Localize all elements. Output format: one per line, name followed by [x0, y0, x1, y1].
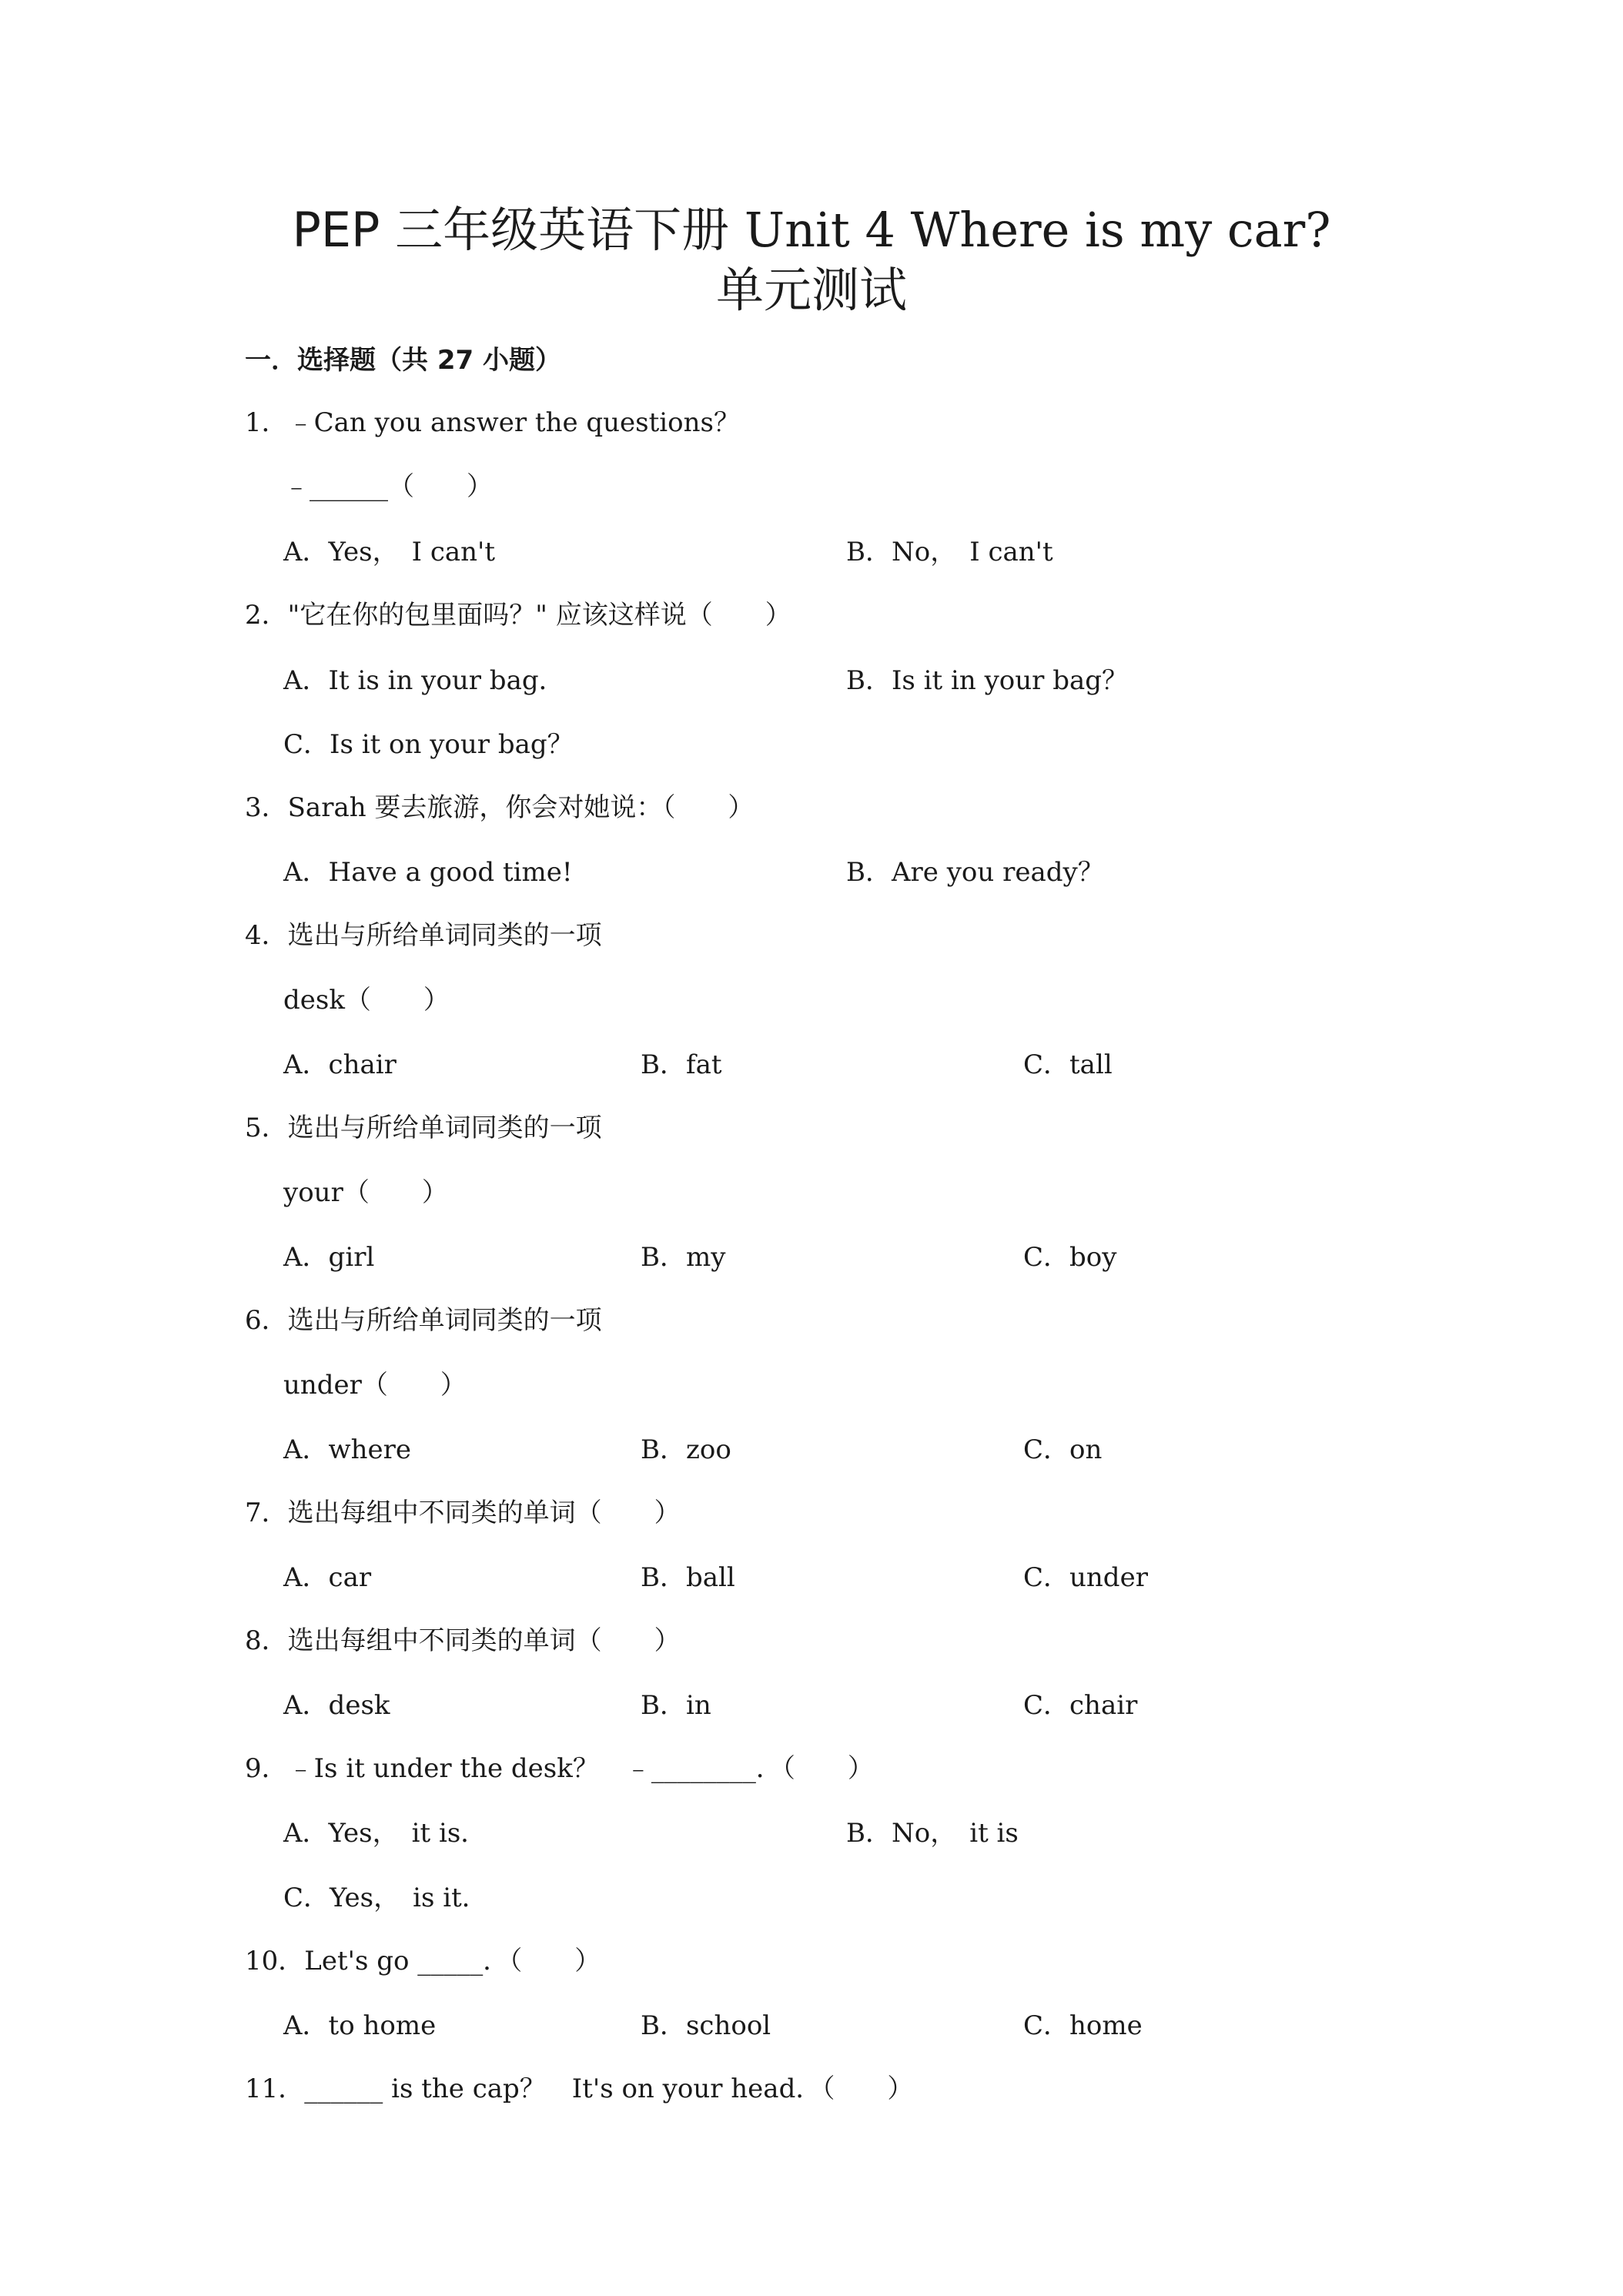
option: C．boy	[1023, 1242, 1117, 1273]
page-title	[0, 202, 1623, 259]
question-sub: desk（ ）	[283, 985, 450, 1016]
option: C．home	[1023, 2010, 1143, 2041]
option: B．in	[641, 1690, 711, 1721]
option: C．Is it on your bag？	[283, 729, 574, 760]
option: B．my	[641, 1242, 726, 1273]
section-heading: 一．选择题（共 27 小题）	[245, 345, 561, 376]
option: B．school	[641, 2010, 771, 2041]
question-stem: 10．Let's go _____．（ ）	[245, 1946, 601, 1976]
option: C．Yes， is it．	[283, 1883, 488, 1913]
option: A．Yes， it is．	[283, 1818, 487, 1849]
question-stem: 1．﹣Can you answer the questions？	[245, 407, 740, 438]
option: A．chair	[283, 1049, 397, 1080]
option: A．where	[283, 1434, 412, 1465]
option: B．Is it in your bag？	[846, 665, 1129, 696]
option: B．No， I can't	[846, 537, 1053, 567]
title-prefix: PEP	[292, 202, 380, 258]
option: A．car	[283, 1562, 372, 1593]
option: B．fat	[641, 1049, 722, 1080]
option: C．on	[1023, 1434, 1103, 1465]
option: B．zoo	[641, 1434, 731, 1465]
page-subtitle: 单元测试	[715, 262, 907, 318]
question-sub: ﹣______（ ）	[283, 471, 493, 502]
option: B．ball	[641, 1562, 735, 1593]
option: C．under	[1023, 1562, 1148, 1593]
question-stem: 8．选出每组中不同类的单词（ ）	[245, 1625, 681, 1656]
question-stem: 4．选出与所给单词同类的一项	[245, 920, 602, 951]
option: C．chair	[1023, 1690, 1138, 1721]
question-stem: 7．选出每组中不同类的单词（ ）	[245, 1498, 681, 1528]
option: A．It is in your bag．	[283, 665, 565, 696]
option: B．No， it is	[846, 1818, 1019, 1849]
option: A．to home	[283, 2010, 437, 2041]
question-stem: 5．选出与所给单词同类的一项	[245, 1113, 602, 1143]
question-sub: your（ ）	[283, 1177, 448, 1208]
option: A．girl	[283, 1242, 375, 1273]
question-stem: 9．﹣Is it under the desk？ ﹣________．（ ）	[245, 1753, 874, 1784]
title-main: 三年级英语下册 Unit 4 Where is my car?	[380, 202, 1331, 258]
question-stem: 2．"它在你的包里面吗？" 应该这样说（ ）	[245, 600, 791, 631]
question-stem: 3．Sarah 要去旅游，你会对她说：（ ）	[245, 792, 755, 823]
question-stem: 11．______ is the cap？ It's on your head．（ ）	[245, 2073, 914, 2104]
option: B．Are you ready？	[846, 857, 1104, 888]
option: C．tall	[1023, 1049, 1113, 1080]
question-stem: 6．选出与所给单词同类的一项	[245, 1305, 602, 1336]
question-sub: under（ ）	[283, 1370, 467, 1401]
option: A．Yes， I can't	[283, 537, 496, 567]
option: A．Have a good time!	[283, 857, 573, 888]
option: A．desk	[283, 1690, 390, 1721]
